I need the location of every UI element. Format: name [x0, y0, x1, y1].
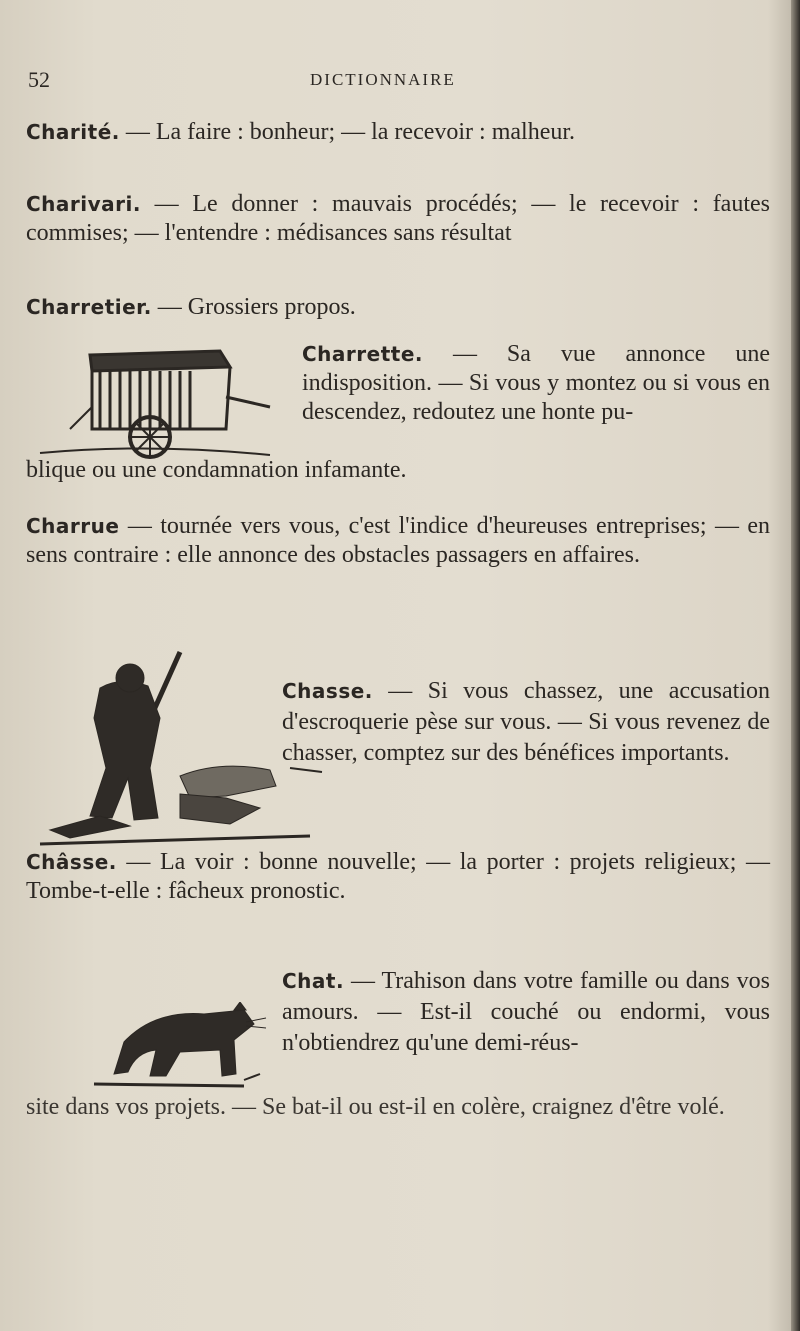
headword-charite: Charité.: [26, 120, 120, 144]
page-edge-shadow: [791, 0, 800, 1331]
text-charrette-full: blique ou une condamnation infamante.: [26, 457, 407, 483]
headword-chat: Chat.: [282, 969, 345, 993]
entry-charivari: [26, 190, 770, 248]
headword-charrette: Charrette.: [302, 342, 423, 366]
text-chat-side: — Trahison dans votre famille ou dans vos amours. — Est-il couché ou endormi, vous n'obtiendrez qu'une demi-réus-: [282, 968, 770, 1056]
text-chat-full: site dans vos projets. — Se bat-il ou est-il en colère, craignez d'être volé.: [26, 1094, 725, 1120]
entry-chat-side: [282, 966, 770, 1059]
text-charrue: — tournée vers vous, c'est l'indice d'heureuses entreprises; — en sens contraire : elle annonce des obstacles passagers en affaires.: [26, 513, 770, 568]
entry-chat-full: [26, 1092, 770, 1123]
headword-charretier: Charretier.: [26, 295, 152, 319]
headword-chasse: Chasse.: [282, 679, 373, 703]
entry-chasse: [282, 676, 770, 769]
headword-chasse-reliquary: Châsse.: [26, 850, 117, 874]
entry-charrette-side: [302, 340, 770, 427]
text-charivari: — Le donner : mauvais procédés; — le recevoir : fautes commises; — l'entendre : médisances sans résultat: [26, 191, 770, 246]
cat-illustration: [84, 1002, 274, 1092]
page-number: 52: [28, 67, 50, 92]
charrette-illustration: [30, 337, 280, 459]
entry-charite: [26, 118, 770, 147]
entry-charrette-full: [26, 456, 770, 485]
text-charrette-side: — Sa vue annonce une indisposition. — Si vous y montez ou si vous en descendez, redoutez une honte pu-: [302, 341, 770, 425]
entry-charrue: [26, 512, 770, 570]
text-chasse: — Si vous chassez, une accusation d'escroquerie pèse sur vous. — Si vous revenez de chasser, comptez sur des bénéfices importants.: [282, 678, 770, 766]
entry-charretier: [26, 293, 770, 322]
headword-charivari: Charivari.: [26, 192, 141, 216]
running-header: DICTIONNAIRE: [310, 70, 456, 89]
text-charretier: — Grossiers propos.: [151, 294, 356, 320]
text-chasse-reliquary: — La voir : bonne nouvelle; — la porter : projets religieux; — Tombe-t-elle : fâcheux pronostic.: [26, 849, 770, 904]
headword-charrue: Charrue: [26, 514, 120, 538]
text-charite: — La faire : bonheur; — la recevoir : malheur.: [119, 119, 576, 145]
entry-chasse-reliquary: [26, 848, 770, 906]
